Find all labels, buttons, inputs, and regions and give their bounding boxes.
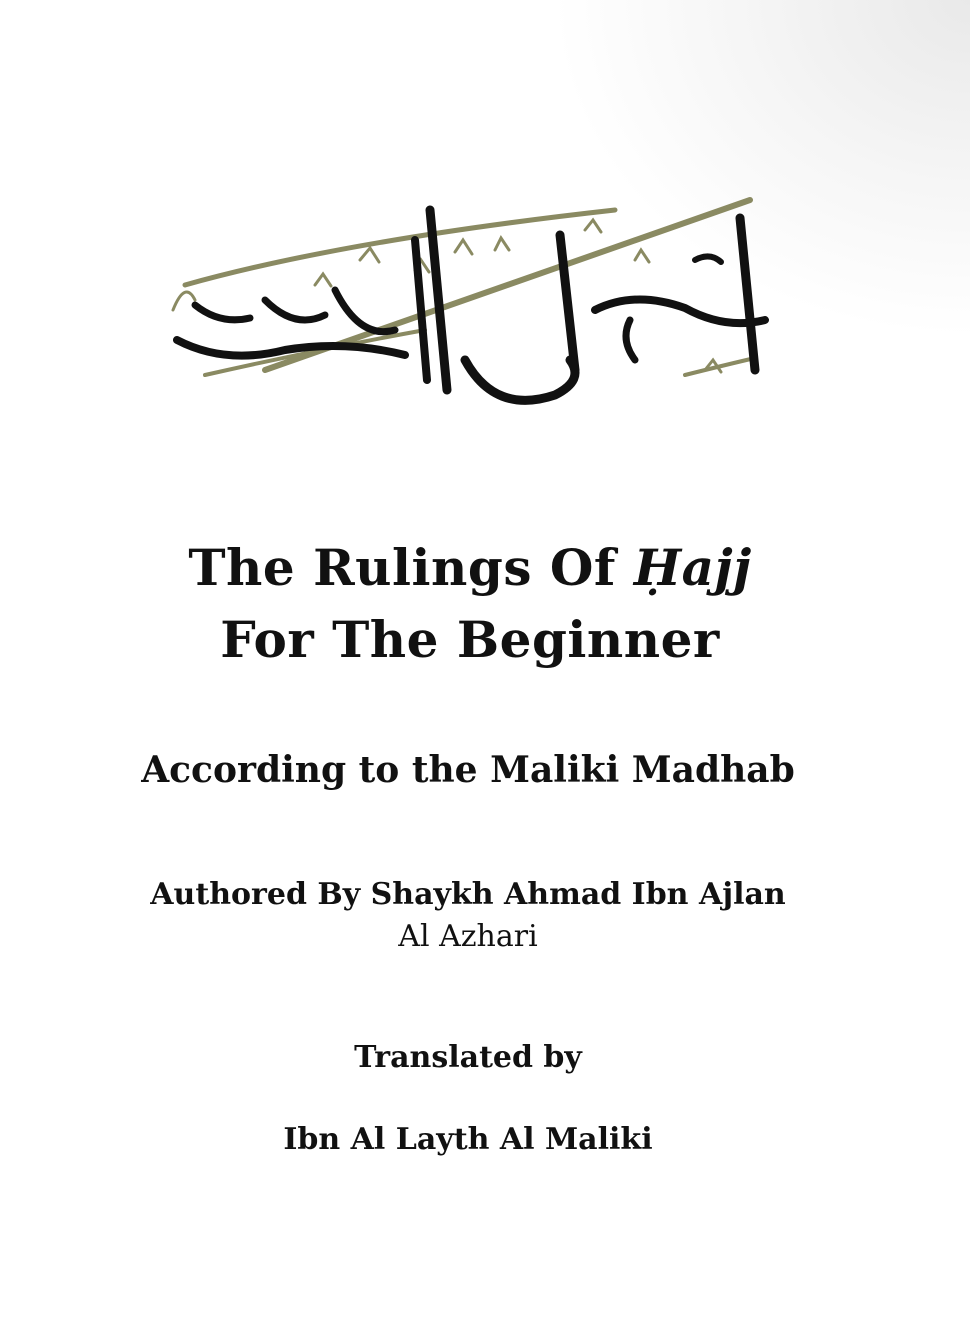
translator-name: Ibn Al Layth Al Maliki	[283, 1122, 653, 1157]
title-prefix: The Rulings Of	[188, 538, 634, 597]
translated-by-label: Translated by	[354, 1040, 582, 1075]
title-accent-hajj: Ḥajj	[633, 538, 752, 597]
arabic-calligraphy-logo	[165, 190, 775, 430]
author-line-1: Authored By Shaykh Ahmad Ibn Ajlan	[150, 877, 786, 912]
author-line-2: Al Azhari	[398, 919, 538, 954]
book-subtitle: According to the Maliki Madhab	[141, 749, 795, 791]
book-title-line-2: For The Beginner	[220, 610, 720, 669]
book-title-line-1	[0, 532, 940, 604]
author-credit	[0, 874, 936, 958]
